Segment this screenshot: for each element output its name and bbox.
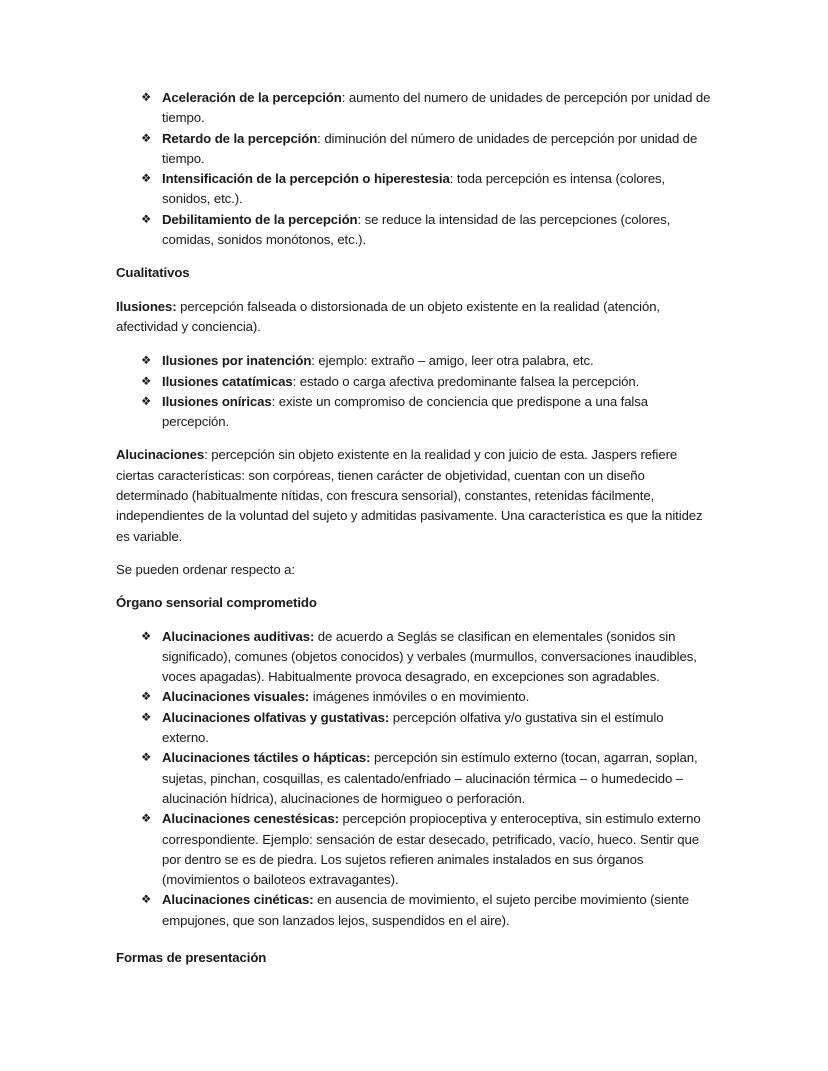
- list-item-body: estado o carga afectiva predominante falsea la percepción.: [296, 373, 640, 389]
- document-content: [116, 88, 712, 981]
- list-item-separator: :: [311, 353, 315, 369]
- paragraph-body: : percepción sin objeto existente en la realidad y con juicio de esta. Jaspers refiere ciertas características: son corpóreas, tienen carácter de objetividad, cuentan con un diseño determinado (habitualmente nítidas, con frescura sensorial), constantes, retenidas fácilmente, independientes de la voluntad del sujeto y admitidas pasivamente. Una característica es que la nitidez es variable.: [116, 447, 703, 544]
- list-item: [116, 88, 712, 129]
- list-item: [116, 890, 712, 931]
- list-item: [116, 748, 712, 809]
- list-item-term: Retardo de la percepción: [162, 130, 318, 146]
- organo-sensorial-bullet-list: [116, 627, 712, 931]
- diamond-bullet-icon: ❖: [141, 752, 152, 765]
- list-item: [116, 210, 712, 251]
- paragraph-ilusiones: [116, 297, 712, 338]
- list-item-body: se reduce la intensidad de las percepciones (colores, comidas, sonidos monótonos, etc.).: [162, 211, 671, 248]
- list-item-separator: :: [271, 393, 276, 409]
- list-item-term: Alucinaciones cinéticas:: [162, 892, 314, 908]
- list-item: [116, 627, 712, 688]
- list-item-separator: :: [357, 211, 362, 227]
- diamond-bullet-icon: ❖: [141, 132, 152, 145]
- cuantitativos-bullet-list: [116, 88, 712, 250]
- diamond-bullet-icon: ❖: [141, 894, 152, 907]
- list-item-term: Intensificación de la percepción o hiperestesia: [162, 171, 450, 187]
- list-item-term: Debilitamiento de la percepción: [162, 211, 358, 227]
- diamond-bullet-icon: ❖: [141, 395, 152, 408]
- diamond-bullet-icon: ❖: [141, 630, 152, 643]
- list-item-body: imágenes inmóviles o en movimiento.: [309, 689, 530, 705]
- diamond-bullet-icon: ❖: [141, 173, 152, 186]
- paragraph-alucinaciones: [116, 445, 712, 546]
- list-item-separator: :: [341, 90, 346, 105]
- list-item-body: de acuerdo a Seglás se clasifican en elementales (sonidos sin significado), comunes (objetos conocidos) y verbales (murmullos, conversaciones inaudibles, voces apagadas). Habitualmente provoca desagrado, en excepciones son agradables.: [162, 628, 697, 685]
- list-item-body: aumento del numero de unidades de percepción por unidad de tiempo.: [162, 90, 711, 126]
- list-item-body: en ausencia de movimiento, el sujeto percibe movimiento (siente empujones, que son lanzados lejos, suspendidos en el aire).: [162, 892, 690, 928]
- list-item-body: percepción sin estímulo externo (tocan, agarran, soplan, sujetas, pinchan, cosquillas, es calentado/enfriado – alucinación térmica – o humedecido – alucinación hídrica), alucinaciones de hormigueo o perforación.: [162, 750, 698, 806]
- list-item-term: Ilusiones oníricas: [162, 393, 272, 409]
- paragraph-lead-term: Alucinaciones: [116, 447, 205, 463]
- list-item-term: Alucinaciones táctiles o hápticas:: [162, 750, 371, 766]
- list-item: [116, 708, 712, 749]
- list-item-body: diminución del número de unidades de percepción por unidad de tiempo.: [162, 130, 698, 166]
- list-item-term: Aceleración de la percepción: [162, 90, 342, 105]
- list-item-body: existe un compromiso de conciencia que predispone a una falsa percepción.: [162, 393, 648, 430]
- paragraph-lead-term: Ilusiones:: [116, 298, 177, 314]
- heading-formas-presentacion: Formas de presentación: [116, 949, 267, 965]
- heading-organo-sensorial: Órgano sensorial comprometido: [116, 595, 317, 611]
- list-item-body: percepción olfativa y/o gustativa sin el estímulo externo.: [162, 709, 664, 746]
- list-item: [116, 351, 712, 371]
- list-item-body: percepción propioceptiva y enteroceptiva, sin estimulo externo correspondiente. Ejemplo: sensación de estar desecado, petrificado, vacío, hueco. Sentir que por dentro se es de piedra. Los sujetos refieren animales instalados en sus órganos (movimientos o bailoteos extravagantes).: [162, 811, 701, 888]
- list-item-body: toda percepción es intensa (colores, sonidos, etc.).: [162, 171, 666, 207]
- paragraph-ordenar: Se pueden ordenar respecto a:: [116, 561, 295, 577]
- list-item-body: ejemplo: extraño – amigo, leer otra palabra, etc.: [314, 353, 594, 369]
- list-item-term: Alucinaciones visuales:: [162, 689, 310, 705]
- paragraph-body: percepción falseada o distorsionada de un objeto existente en la realidad (atención, afectividad y conciencia).: [116, 298, 660, 334]
- list-item: [116, 809, 712, 890]
- heading-cualitativos: Cualitativos: [116, 265, 190, 281]
- list-item-term: Ilusiones por inatención: [162, 353, 312, 369]
- diamond-bullet-icon: ❖: [141, 813, 152, 826]
- diamond-bullet-icon: ❖: [141, 711, 152, 724]
- list-item-separator: :: [317, 130, 321, 146]
- list-item-term: Alucinaciones cenestésicas:: [162, 811, 339, 827]
- list-item: [116, 372, 712, 392]
- diamond-bullet-icon: ❖: [141, 92, 152, 104]
- diamond-bullet-icon: ❖: [141, 355, 152, 368]
- list-item-separator: :: [292, 373, 297, 389]
- diamond-bullet-icon: ❖: [141, 691, 152, 704]
- list-item: [116, 687, 712, 707]
- list-item: [116, 129, 712, 170]
- list-item: [116, 169, 712, 210]
- diamond-bullet-icon: ❖: [141, 375, 152, 388]
- list-item-term: Alucinaciones olfativas y gustativas:: [162, 709, 390, 725]
- list-item-separator: :: [449, 171, 454, 187]
- ilusiones-bullet-list: [116, 351, 712, 432]
- diamond-bullet-icon: ❖: [141, 213, 152, 226]
- list-item-term: Ilusiones catatímicas: [162, 373, 293, 389]
- list-item: [116, 392, 712, 433]
- list-item-term: Alucinaciones auditivas:: [162, 628, 315, 644]
